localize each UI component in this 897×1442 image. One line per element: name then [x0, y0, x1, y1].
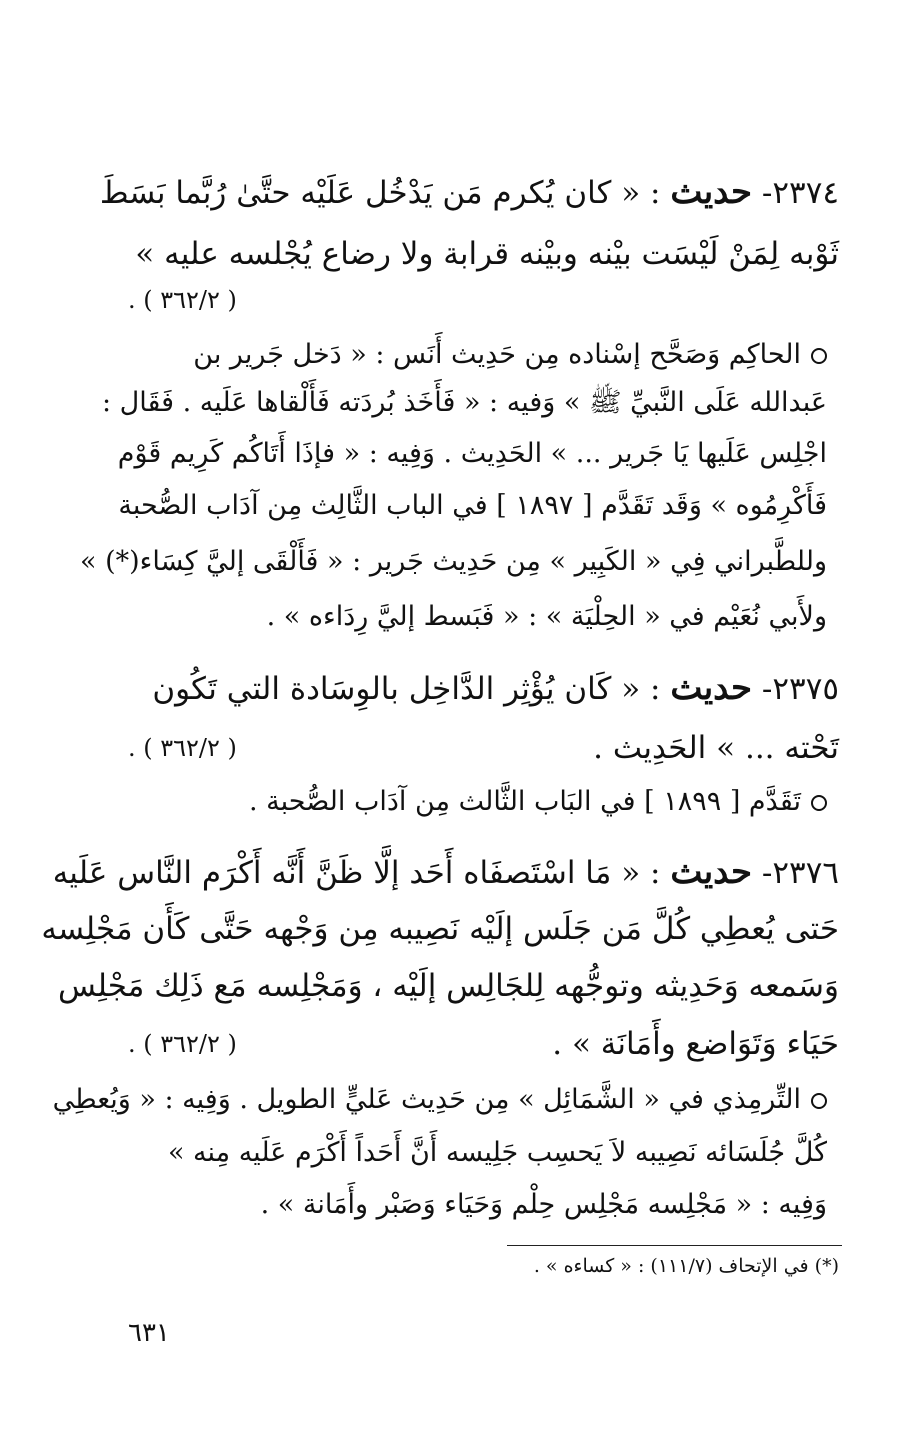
hadith-text: حَتى يُعطِي كُلَّ مَن جَلَس إلَيْه نَصِيبه مِن وَجْهه حَتَّى كَأَن مَجْلِسه — [41, 911, 839, 947]
hadith-text: حَيَاء وَتَوَاضع وأَمَانَة » . — [552, 1026, 839, 1062]
hadith-keyword: حديث — [670, 852, 753, 892]
hadith-text: : « مَا اسْتَصفَاه أَحَد إلَّا ظَنَّ أَنَّه أَكْرَم النَّاس عَلَيه — [52, 855, 661, 891]
commentary-2375-line-1 — [120, 782, 827, 822]
hadith-2375-reference: ( ٣٦٢/٢ ) . — [128, 734, 237, 762]
commentary-2374-line-5: وللطَّبراني فِي « الكَبِير » مِن حَدِيث جَرير : « فَأَلْقَى إليَّ كِسَاء(*) » — [80, 546, 827, 577]
hadith-2376-line-3 — [58, 964, 839, 1008]
footnote: (*) في الإتحاف (١١١/٧) : « كساءه » . — [533, 1255, 839, 1277]
commentary-2376-line-2: كُلَّ جُلَسَائه نَصِيبه لاَ يَحسِب جَلِيسه أَنَّ أَحَداً أَكْرَم عَلَيه مِنه » — [167, 1137, 827, 1168]
circle-bullet-icon — [811, 795, 827, 811]
commentary-2374-line-1 — [120, 335, 827, 375]
hadith-2374-reference: ( ٣٦٢/٢ ) . — [128, 286, 237, 314]
hadith-2374-line-2 — [120, 232, 839, 276]
page-number: ٦٣١ — [128, 1318, 170, 1348]
commentary-2374-line-3: اجْلِس عَلَيها يَا جَرير ... » الحَدِيث . وَفِيه : « فإذَا أَتَاكُم كَرِيم قَوْم — [117, 438, 827, 469]
hadith-text: : « كان يُكرم مَن يَدْخُل عَلَيْه حتَّىٰ رُبَّما بَسَطَ — [99, 175, 661, 211]
hadith-2375-line-2 — [300, 726, 839, 770]
commentary-2374-line-4: فَأَكْرِمُوه » وَقَد تَقَدَّم [ ١٨٩٧ ] في الباب الثَّالِث مِن آدَاب الصُّحبة — [118, 490, 827, 521]
commentary-text: تَقَدَّم [ ١٨٩٩ ] في البَاب الثَّالث مِن آدَاب الصُّحبة . — [249, 786, 801, 817]
circle-bullet-icon — [811, 1093, 827, 1109]
commentary-text: الحاكِم وَصَحَّح إسْناده مِن حَدِيث أَنَس : « دَخل جَرير بن — [193, 339, 801, 370]
hadith-number: ٢٣٧٦- — [761, 855, 839, 891]
hadith-number: ٢٣٧٤- — [761, 175, 839, 211]
hadith-2374-line-1 — [99, 170, 839, 215]
commentary-2374-line-2: عَبدالله عَلَى النَّبيِّ ﷺ » وَفيه : « فَأَخَذ بُردَته فَأَلْقاها عَلَيه . فَقَال : — [101, 387, 827, 418]
hadith-2375-line-1 — [120, 666, 839, 711]
hadith-2376-line-1 — [52, 850, 839, 895]
commentary-2376-line-3: وَفِيه : « مَجْلِسه مَجْلِس حِلْم وَحَيَاء وَصَبْر وأَمَانة » . — [260, 1189, 827, 1220]
hadith-number: ٢٣٧٥- — [761, 671, 839, 707]
commentary-2376-line-1 — [52, 1080, 827, 1120]
hadith-text: ثَوْبه لِمَنْ لَيْسَت بيْنه وبيْنه قرابة ولا رضاع يُجْلسه عليه » — [135, 236, 839, 272]
commentary-2374-line-6: ولأَبي نُعَيْم في « الحِلْيَة » : « فَبَسط إليَّ رِدَاءه » . — [266, 601, 827, 632]
hadith-2376-line-2 — [41, 907, 839, 951]
hadith-text: تَحْته ... » الحَدِيث . — [593, 730, 839, 766]
hadith-keyword: حديث — [670, 668, 753, 708]
hadith-2376-line-4 — [300, 1022, 839, 1066]
footnote-divider — [507, 1245, 842, 1246]
hadith-text: : « كَان يُؤْثِر الدَّاخِل بالوِسَادة التي تَكُون — [152, 671, 661, 707]
hadith-keyword: حديث — [670, 172, 753, 212]
commentary-text: التِّرمِذي في « الشَّمَائِل » مِن حَدِيث عَليٍّ الطويل . وَفِيه : « وَيُعطِي — [52, 1084, 801, 1115]
hadith-text: وَسَمعه وَحَدِيثه وتوجُّهه لِلجَالِس إلَيْه ، وَمَجْلِسه مَع ذَلِك مَجْلِس — [58, 968, 839, 1004]
circle-bullet-icon — [811, 348, 827, 364]
hadith-2376-reference: ( ٣٦٢/٢ ) . — [128, 1030, 237, 1058]
